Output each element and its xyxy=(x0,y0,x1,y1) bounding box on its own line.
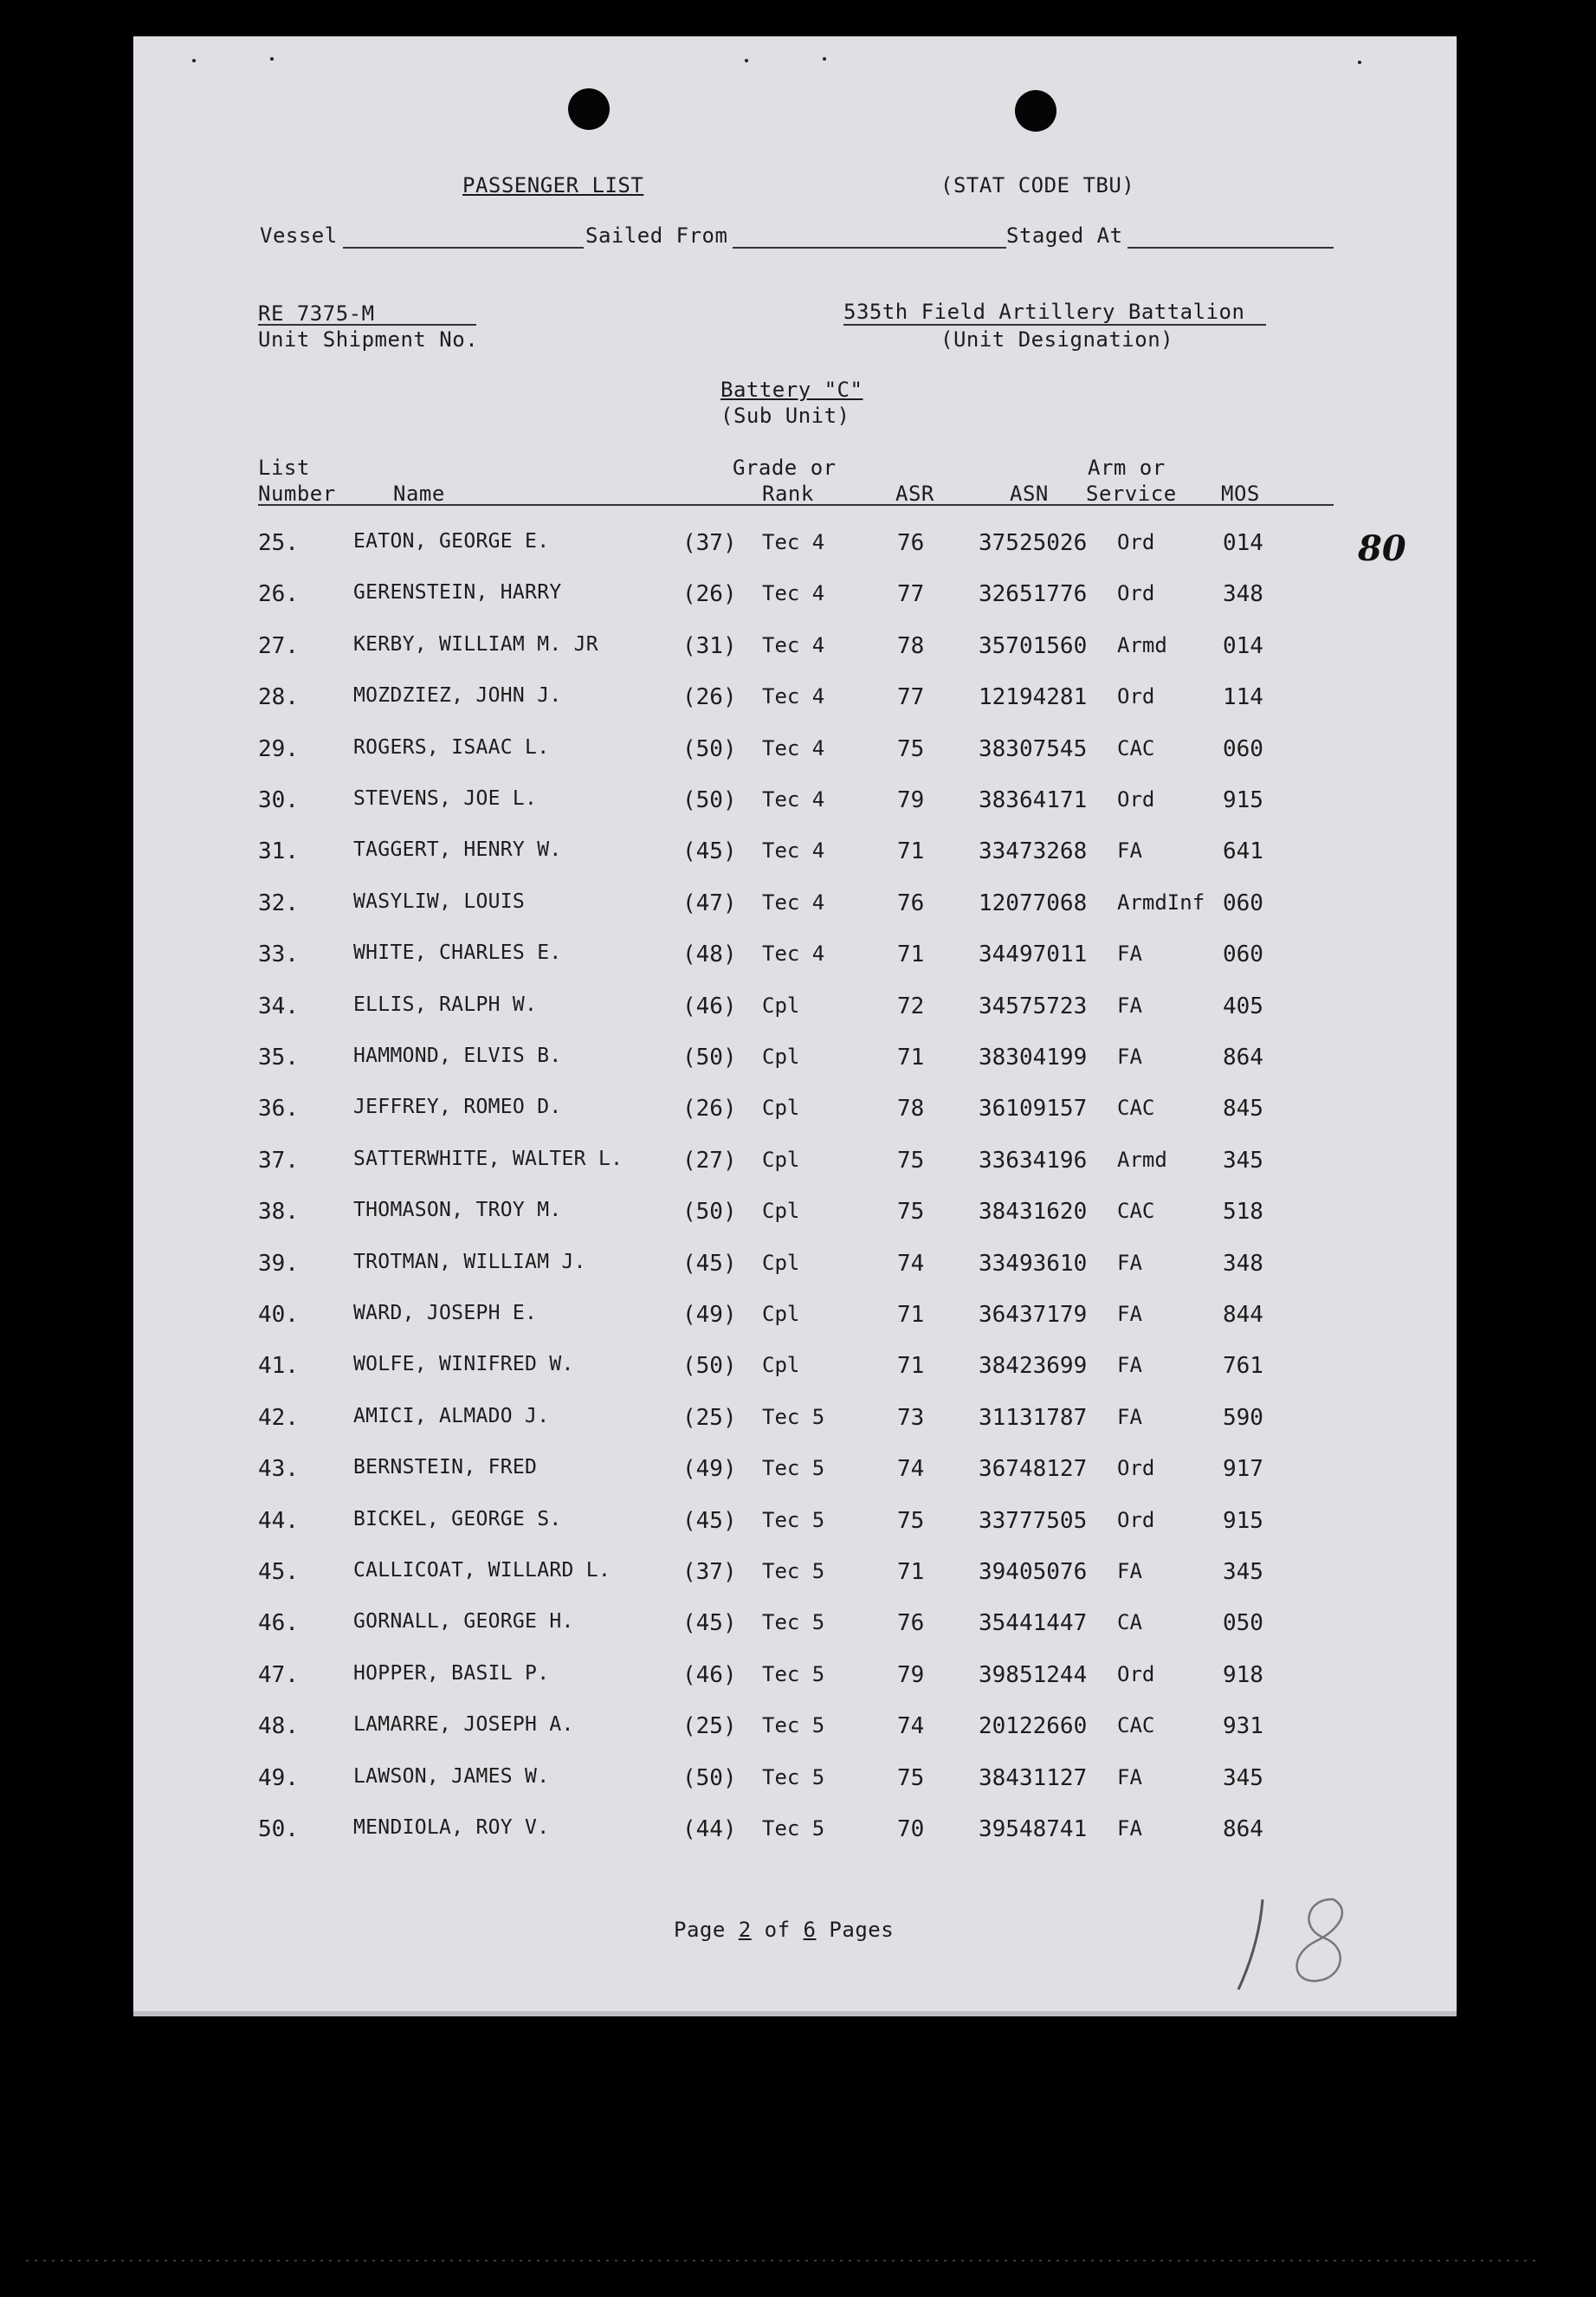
cell-grade: Cpl xyxy=(762,1353,800,1377)
cell-grade: Tec 5 xyxy=(762,1456,825,1480)
cell-mos: 915 xyxy=(1223,787,1263,813)
cell-asn: 12194281 xyxy=(979,684,1088,710)
cell-name: HOPPER, BASIL P. xyxy=(353,1662,550,1685)
unit-shipment-value: RE 7375-M xyxy=(258,301,375,326)
cell-grade: Tec 5 xyxy=(762,1610,825,1634)
cell-age: (31) xyxy=(682,633,737,659)
col-arm: Service xyxy=(1086,482,1177,506)
cell-arm: Ord xyxy=(1117,581,1155,605)
cell-asn: 34497011 xyxy=(979,941,1088,967)
cell-grade: Cpl xyxy=(762,1251,800,1275)
cell-name: TROTMAN, WILLIAM J. xyxy=(353,1251,586,1273)
table-row xyxy=(0,1148,1596,1182)
paper-speck xyxy=(192,59,196,62)
punch-hole xyxy=(1015,90,1056,132)
cell-num: 45. xyxy=(258,1559,299,1585)
cell-age: (46) xyxy=(682,993,737,1019)
col-list-number: Number xyxy=(258,482,336,506)
table-row xyxy=(0,530,1596,565)
table-row xyxy=(0,1662,1596,1697)
cell-grade: Cpl xyxy=(762,1199,800,1223)
cell-num: 30. xyxy=(258,787,299,813)
paper-speck xyxy=(270,57,274,61)
cell-name: THOMASON, TROY M. xyxy=(353,1199,562,1221)
cell-age: (50) xyxy=(682,1199,737,1225)
table-row xyxy=(0,1251,1596,1285)
table-row xyxy=(0,1765,1596,1800)
unit-shipment-label: Unit Shipment No. xyxy=(258,327,479,352)
cell-name: MOZDZIEZ, JOHN J. xyxy=(353,684,562,707)
cell-num: 44. xyxy=(258,1508,299,1534)
cell-grade: Tec 4 xyxy=(762,633,825,657)
cell-arm: Armd xyxy=(1117,1148,1167,1172)
cell-age: (45) xyxy=(682,1610,737,1636)
cell-grade: Tec 5 xyxy=(762,1713,825,1737)
cell-asr: 73 xyxy=(897,1405,925,1431)
cell-grade: Cpl xyxy=(762,993,800,1018)
cell-name: JEFFREY, ROMEO D. xyxy=(353,1096,562,1118)
page-edge xyxy=(133,2011,1457,2016)
cell-grade: Tec 5 xyxy=(762,1662,825,1686)
table-row xyxy=(0,1508,1596,1543)
page-footer xyxy=(674,1918,894,1942)
cell-num: 39. xyxy=(258,1251,299,1277)
cell-asr: 70 xyxy=(897,1816,925,1842)
cell-arm: FA xyxy=(1117,1765,1142,1789)
cell-asn: 33493610 xyxy=(979,1251,1088,1277)
cell-asn: 38423699 xyxy=(979,1353,1088,1379)
cell-asr: 72 xyxy=(897,993,925,1019)
table-row xyxy=(0,1199,1596,1233)
page-current: 2 xyxy=(738,1918,752,1942)
cell-name: WASYLIW, LOUIS xyxy=(353,890,526,913)
sub-unit-value: Battery "C" xyxy=(720,378,863,402)
col-name: Name xyxy=(393,482,445,506)
cell-name: ELLIS, RALPH W. xyxy=(353,993,538,1016)
cell-asr: 71 xyxy=(897,1559,925,1585)
staged-at-label: Staged At xyxy=(1006,223,1123,248)
cell-mos: 864 xyxy=(1223,1816,1263,1842)
cell-arm: FA xyxy=(1117,941,1142,966)
cell-mos: 060 xyxy=(1223,736,1263,762)
cell-asr: 78 xyxy=(897,1096,925,1122)
cell-arm: FA xyxy=(1117,1405,1142,1429)
cell-asn: 31131787 xyxy=(979,1405,1088,1431)
punch-hole xyxy=(568,88,610,130)
table-row xyxy=(0,1096,1596,1130)
cell-asn: 35701560 xyxy=(979,633,1088,659)
cell-asn: 20122660 xyxy=(979,1713,1088,1739)
stat-code: (STAT CODE TBU) xyxy=(940,173,1135,197)
cell-arm: Ord xyxy=(1117,787,1155,812)
cell-asr: 77 xyxy=(897,581,925,607)
cell-arm: FA xyxy=(1117,1816,1142,1841)
handwritten-number-18 xyxy=(1230,1893,1368,2000)
sub-unit-label: (Sub Unit) xyxy=(720,404,850,428)
cell-asr: 77 xyxy=(897,684,925,710)
cell-arm: Ord xyxy=(1117,684,1155,709)
cell-num: 48. xyxy=(258,1713,299,1739)
cell-asn: 38431620 xyxy=(979,1199,1088,1225)
cell-age: (50) xyxy=(682,1765,737,1791)
table-row xyxy=(0,581,1596,616)
cell-asn: 36109157 xyxy=(979,1096,1088,1122)
cell-num: 40. xyxy=(258,1302,299,1328)
cell-mos: 918 xyxy=(1223,1662,1263,1688)
cell-arm: FA xyxy=(1117,1251,1142,1275)
cell-grade: Tec 4 xyxy=(762,684,825,709)
cell-age: (44) xyxy=(682,1816,737,1842)
table-row xyxy=(0,993,1596,1028)
cell-age: (47) xyxy=(682,890,737,916)
cell-mos: 845 xyxy=(1223,1096,1263,1122)
cell-asn: 33634196 xyxy=(979,1148,1088,1174)
cell-age: (25) xyxy=(682,1405,737,1431)
cell-age: (45) xyxy=(682,1251,737,1277)
cell-asr: 74 xyxy=(897,1251,925,1277)
table-row xyxy=(0,838,1596,873)
cell-asr: 75 xyxy=(897,736,925,762)
cell-name: WOLFE, WINIFRED W. xyxy=(353,1353,574,1375)
cell-age: (50) xyxy=(682,787,737,813)
sailed-from-label: Sailed From xyxy=(585,223,728,248)
cell-asr: 79 xyxy=(897,787,925,813)
cell-grade: Tec 5 xyxy=(762,1508,825,1532)
col-mos: MOS xyxy=(1221,482,1260,506)
cell-mos: 050 xyxy=(1223,1610,1263,1636)
cell-name: MENDIOLA, ROY V. xyxy=(353,1816,550,1839)
table-row xyxy=(0,1816,1596,1851)
cell-age: (49) xyxy=(682,1456,737,1482)
cell-mos: 917 xyxy=(1223,1456,1263,1482)
cell-grade: Tec 4 xyxy=(762,838,825,863)
cell-mos: 345 xyxy=(1223,1559,1263,1585)
cell-grade: Cpl xyxy=(762,1302,800,1326)
table-row xyxy=(0,1713,1596,1748)
cell-mos: 915 xyxy=(1223,1508,1263,1534)
cell-asn: 35441447 xyxy=(979,1610,1088,1636)
cell-age: (26) xyxy=(682,1096,737,1122)
cell-name: STEVENS, JOE L. xyxy=(353,787,538,810)
stamped-page-number: 80 xyxy=(1358,528,1406,569)
cell-arm: Ord xyxy=(1117,530,1155,554)
cell-name: LAMARRE, JOSEPH A. xyxy=(353,1713,574,1736)
cell-num: 43. xyxy=(258,1456,299,1482)
page-word: Page xyxy=(674,1918,726,1942)
cell-grade: Tec 4 xyxy=(762,530,825,554)
handwritten-number-svg xyxy=(1230,1893,1368,1996)
cell-grade: Cpl xyxy=(762,1096,800,1120)
cell-name: HAMMOND, ELVIS B. xyxy=(353,1045,562,1067)
cell-age: (26) xyxy=(682,581,737,607)
cell-age: (50) xyxy=(682,1045,737,1071)
cell-grade: Tec 5 xyxy=(762,1405,825,1429)
cell-name: GORNALL, GEORGE H. xyxy=(353,1610,574,1633)
unit-designation-line xyxy=(843,324,1266,326)
cell-mos: 348 xyxy=(1223,1251,1263,1277)
paper-speck xyxy=(745,59,748,62)
cell-asn: 33777505 xyxy=(979,1508,1088,1534)
table-row xyxy=(0,890,1596,925)
cell-asr: 71 xyxy=(897,941,925,967)
cell-num: 27. xyxy=(258,633,299,659)
cell-asr: 75 xyxy=(897,1765,925,1791)
cell-age: (50) xyxy=(682,736,737,762)
staged-at-field-line xyxy=(1128,247,1334,249)
cell-age: (45) xyxy=(682,1508,737,1534)
cell-arm: FA xyxy=(1117,1302,1142,1326)
cell-num: 35. xyxy=(258,1045,299,1071)
cell-asn: 38304199 xyxy=(979,1045,1088,1071)
cell-asr: 71 xyxy=(897,838,925,864)
cell-grade: Cpl xyxy=(762,1045,800,1069)
cell-arm: FA xyxy=(1117,838,1142,863)
cell-asr: 75 xyxy=(897,1199,925,1225)
cell-asr: 71 xyxy=(897,1353,925,1379)
cell-name: ROGERS, ISAAC L. xyxy=(353,736,550,759)
cell-grade: Tec 4 xyxy=(762,787,825,812)
table-row xyxy=(0,1302,1596,1336)
cell-num: 38. xyxy=(258,1199,299,1225)
cell-arm: CA xyxy=(1117,1610,1142,1634)
cell-num: 36. xyxy=(258,1096,299,1122)
cell-num: 31. xyxy=(258,838,299,864)
cell-arm: ArmdInf xyxy=(1117,890,1205,915)
cell-age: (45) xyxy=(682,838,737,864)
cell-asr: 76 xyxy=(897,1610,925,1636)
cell-asn: 12077068 xyxy=(979,890,1088,916)
cell-name: BERNSTEIN, FRED xyxy=(353,1456,538,1478)
cell-num: 37. xyxy=(258,1148,299,1174)
cell-arm: CAC xyxy=(1117,1713,1155,1737)
cell-mos: 590 xyxy=(1223,1405,1263,1431)
table-row xyxy=(0,787,1596,822)
cell-num: 42. xyxy=(258,1405,299,1431)
cell-asn: 36748127 xyxy=(979,1456,1088,1482)
cell-grade: Tec 5 xyxy=(762,1559,825,1583)
cell-asn: 36437179 xyxy=(979,1302,1088,1328)
table-row xyxy=(0,684,1596,719)
cell-arm: FA xyxy=(1117,1559,1142,1583)
cell-age: (50) xyxy=(682,1353,737,1379)
cell-asr: 76 xyxy=(897,530,925,556)
cell-asr: 74 xyxy=(897,1456,925,1482)
col-asr: ASR xyxy=(895,482,934,506)
table-row xyxy=(0,1610,1596,1645)
table-row xyxy=(0,633,1596,668)
cell-name: LAWSON, JAMES W. xyxy=(353,1765,550,1788)
cell-asn: 39548741 xyxy=(979,1816,1088,1842)
cell-mos: 348 xyxy=(1223,581,1263,607)
cell-mos: 060 xyxy=(1223,941,1263,967)
cell-mos: 345 xyxy=(1223,1148,1263,1174)
cell-mos: 518 xyxy=(1223,1199,1263,1225)
col-grade-top: Grade or xyxy=(733,456,837,480)
cell-grade: Cpl xyxy=(762,1148,800,1172)
unit-designation-value: 535th Field Artillery Battalion xyxy=(843,300,1245,324)
table-row xyxy=(0,1456,1596,1491)
cell-num: 25. xyxy=(258,530,299,556)
pages-word: Pages xyxy=(829,1918,895,1942)
cell-mos: 060 xyxy=(1223,890,1263,916)
table-row xyxy=(0,1353,1596,1388)
cell-age: (37) xyxy=(682,530,737,556)
cell-mos: 345 xyxy=(1223,1765,1263,1791)
cell-asr: 76 xyxy=(897,890,925,916)
cell-name: BICKEL, GEORGE S. xyxy=(353,1508,562,1530)
cell-asn: 39405076 xyxy=(979,1559,1088,1585)
cell-arm: CAC xyxy=(1117,736,1155,760)
cell-asn: 38307545 xyxy=(979,736,1088,762)
unit-shipment-line xyxy=(258,324,476,326)
cell-mos: 844 xyxy=(1223,1302,1263,1328)
cell-age: (27) xyxy=(682,1148,737,1174)
col-list-number-top: List xyxy=(258,456,310,480)
cell-asn: 33473268 xyxy=(979,838,1088,864)
cell-name: SATTERWHITE, WALTER L. xyxy=(353,1148,624,1170)
cell-name: KERBY, WILLIAM M. JR xyxy=(353,633,598,656)
cell-asr: 75 xyxy=(897,1508,925,1534)
cell-name: AMICI, ALMADO J. xyxy=(353,1405,550,1427)
cell-mos: 864 xyxy=(1223,1045,1263,1071)
cell-num: 46. xyxy=(258,1610,299,1636)
cell-mos: 761 xyxy=(1223,1353,1263,1379)
cell-grade: Tec 4 xyxy=(762,941,825,966)
cell-asn: 37525026 xyxy=(979,530,1088,556)
table-row xyxy=(0,941,1596,976)
document-title: PASSENGER LIST xyxy=(462,173,644,197)
unit-designation-label: (Unit Designation) xyxy=(940,327,1174,352)
cell-arm: Ord xyxy=(1117,1456,1155,1480)
cell-arm: Armd xyxy=(1117,633,1167,657)
col-asn: ASN xyxy=(1010,482,1049,506)
cell-asn: 32651776 xyxy=(979,581,1088,607)
cell-name: EATON, GEORGE E. xyxy=(353,530,550,553)
cell-name: WHITE, CHARLES E. xyxy=(353,941,562,964)
cell-age: (48) xyxy=(682,941,737,967)
paper-speck xyxy=(1358,61,1361,64)
page-total: 6 xyxy=(803,1918,817,1942)
cell-age: (37) xyxy=(682,1559,737,1585)
cell-num: 34. xyxy=(258,993,299,1019)
cell-mos: 931 xyxy=(1223,1713,1263,1739)
cell-age: (25) xyxy=(682,1713,737,1739)
cell-grade: Tec 4 xyxy=(762,581,825,605)
cell-asr: 74 xyxy=(897,1713,925,1739)
cell-name: WARD, JOSEPH E. xyxy=(353,1302,538,1324)
cell-num: 50. xyxy=(258,1816,299,1842)
cell-num: 41. xyxy=(258,1353,299,1379)
cell-grade: Tec 4 xyxy=(762,890,825,915)
cell-arm: CAC xyxy=(1117,1199,1155,1223)
cell-arm: FA xyxy=(1117,1045,1142,1069)
cell-mos: 641 xyxy=(1223,838,1263,864)
cell-asr: 79 xyxy=(897,1662,925,1688)
cell-mos: 405 xyxy=(1223,993,1263,1019)
scan-edge-noise xyxy=(26,2252,1541,2269)
cell-arm: Ord xyxy=(1117,1662,1155,1686)
cell-grade: Tec 4 xyxy=(762,736,825,760)
cell-arm: CAC xyxy=(1117,1096,1155,1120)
cell-name: TAGGERT, HENRY W. xyxy=(353,838,562,861)
cell-num: 29. xyxy=(258,736,299,762)
vessel-field-line xyxy=(343,247,584,249)
cell-asr: 71 xyxy=(897,1045,925,1071)
cell-name: GERENSTEIN, HARRY xyxy=(353,581,562,604)
cell-grade: Tec 5 xyxy=(762,1816,825,1841)
paper-speck xyxy=(823,57,826,61)
cell-mos: 114 xyxy=(1223,684,1263,710)
cell-arm: FA xyxy=(1117,1353,1142,1377)
vessel-label: Vessel xyxy=(260,223,338,248)
cell-grade: Tec 5 xyxy=(762,1765,825,1789)
cell-arm: Ord xyxy=(1117,1508,1155,1532)
col-grade: Rank xyxy=(762,482,814,506)
cell-asr: 71 xyxy=(897,1302,925,1328)
cell-asn: 39851244 xyxy=(979,1662,1088,1688)
cell-asn: 38431127 xyxy=(979,1765,1088,1791)
cell-num: 26. xyxy=(258,581,299,607)
cell-name: CALLICOAT, WILLARD L. xyxy=(353,1559,611,1582)
cell-asr: 78 xyxy=(897,633,925,659)
col-arm-top: Arm or xyxy=(1088,456,1166,480)
cell-mos: 014 xyxy=(1223,530,1263,556)
header-rule xyxy=(258,504,1334,506)
cell-age: (46) xyxy=(682,1662,737,1688)
cell-asr: 75 xyxy=(897,1148,925,1174)
table-row xyxy=(0,1559,1596,1594)
cell-num: 32. xyxy=(258,890,299,916)
cell-arm: FA xyxy=(1117,993,1142,1018)
cell-age: (49) xyxy=(682,1302,737,1328)
of-word: of xyxy=(764,1918,791,1942)
cell-num: 47. xyxy=(258,1662,299,1688)
cell-asn: 38364171 xyxy=(979,787,1088,813)
cell-asn: 34575723 xyxy=(979,993,1088,1019)
sailed-from-field-line xyxy=(733,247,1006,249)
cell-num: 28. xyxy=(258,684,299,710)
cell-mos: 014 xyxy=(1223,633,1263,659)
table-row xyxy=(0,1045,1596,1079)
cell-age: (26) xyxy=(682,684,737,710)
table-row xyxy=(0,736,1596,771)
cell-num: 49. xyxy=(258,1765,299,1791)
cell-num: 33. xyxy=(258,941,299,967)
table-row xyxy=(0,1405,1596,1440)
